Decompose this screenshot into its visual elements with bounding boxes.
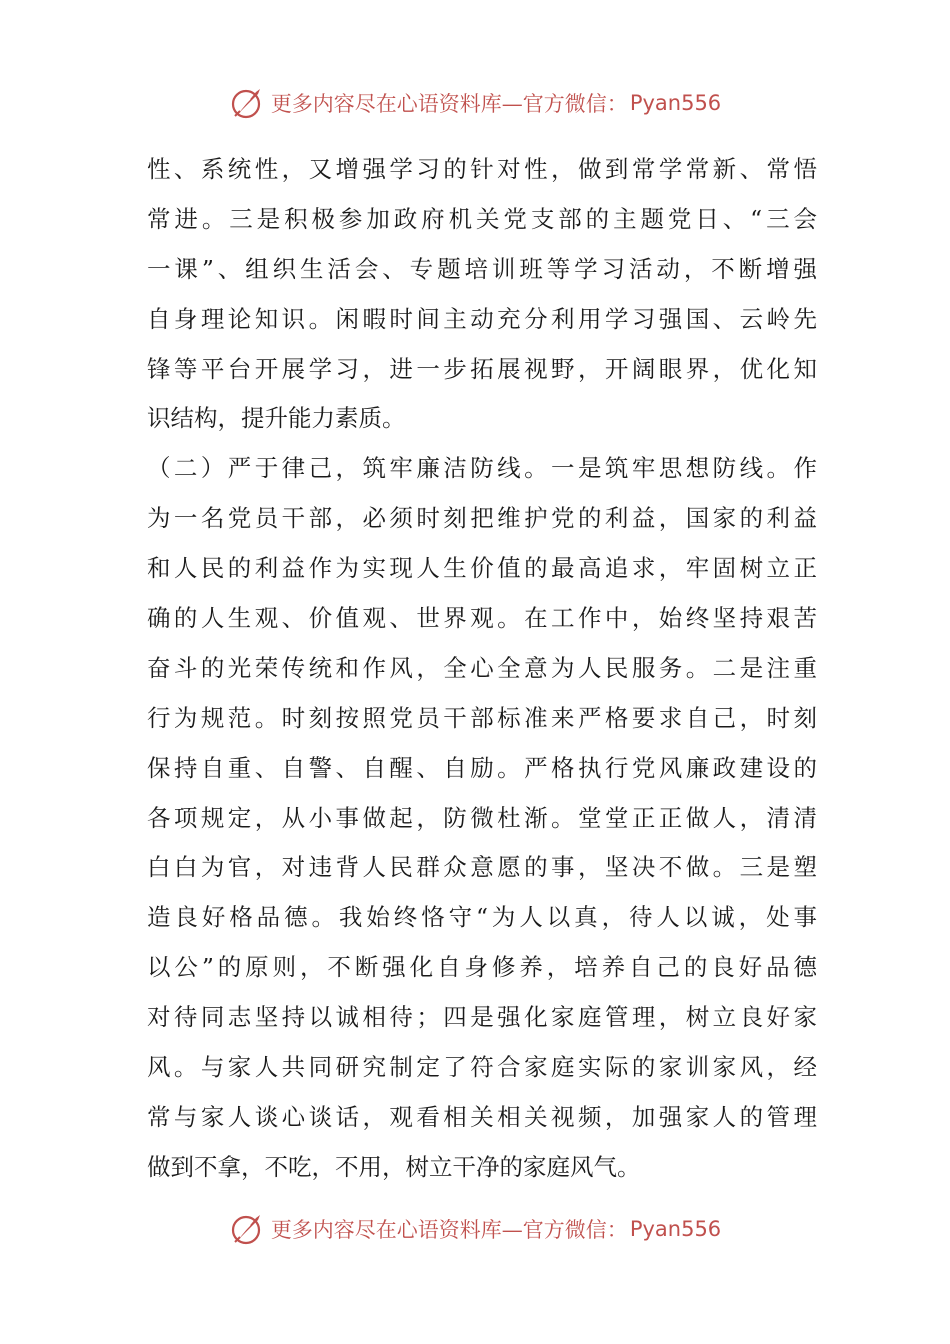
banner-brand-text: 更多内容尽在心语资料库—官方微信： <box>270 1218 628 1242</box>
text-line: 和人民的利益作为实现人生价值的最高追求，牢固树立正 <box>147 554 817 583</box>
text-line: 以公”的原则，不断强化自身修养，培养自己的良好品德 <box>147 953 817 982</box>
text-line: 性、系统性，又增强学习的针对性，做到常学常新、常悟 <box>147 155 817 183</box>
quill-pen-logo-icon <box>229 1211 265 1247</box>
text-line: 奋斗的光荣传统和作风，全心全意为人民服务。二是注重 <box>147 653 817 682</box>
section-heading-line: （二）严于律己，筑牢廉洁防线。一是筑牢思想防线。作 <box>147 454 817 483</box>
text-line: 锋等平台开展学习，进一步拓展视野，开阔眼界，优化知 <box>147 354 817 383</box>
banner-wechat-account: Pyan556 <box>629 1217 722 1241</box>
banner-wechat-account: Pyan556 <box>629 91 722 115</box>
text-line: 风。与家人共同研究制定了符合家庭实际的家训家风，经 <box>147 1053 817 1082</box>
text-line: 自身理论知识。闲暇时间主动充分利用学习强国、云岭先 <box>147 304 817 333</box>
quill-pen-logo-icon <box>229 85 265 121</box>
banner-brand-text: 更多内容尽在心语资料库—官方微信： <box>270 92 628 116</box>
text-line: 保持自重、自警、自醒、自励。严格执行党风廉政建设的 <box>147 753 817 782</box>
footer-banner <box>0 1209 950 1249</box>
text-line: 白白为官，对违背人民群众意愿的事，坚决不做。三是塑 <box>147 853 817 882</box>
text-line: 常进。三是积极参加政府机关党支部的主题党日、“三会 <box>147 204 817 233</box>
text-line: 为一名党员干部，必须时刻把维护党的利益，国家的利益 <box>147 504 817 533</box>
text-line: 对待同志坚持以诚相待；四是强化家庭管理，树立良好家 <box>147 1003 817 1032</box>
document-body <box>147 145 817 1193</box>
text-line: 造良好格品德。我始终恪守“为人以真，待人以诚，处事 <box>147 903 817 932</box>
text-line: 行为规范。时刻按照党员干部标准来严格要求自己，时刻 <box>147 703 817 732</box>
text-line: 确的人生观、价值观、世界观。在工作中，始终坚持艰苦 <box>147 604 817 633</box>
text-line: 识结构，提升能力素质。 <box>147 404 406 433</box>
header-banner <box>0 83 950 123</box>
text-line: 常与家人谈心谈话，观看相关相关视频，加强家人的管理 <box>147 1102 817 1131</box>
text-line: 做到不拿，不吃，不用，树立干净的家庭风气。 <box>147 1152 641 1181</box>
text-line: 各项规定，从小事做起，防微杜渐。堂堂正正做人，清清 <box>147 803 817 832</box>
text-line: 一课”、组织生活会、专题培训班等学习活动，不断增强 <box>147 254 817 283</box>
